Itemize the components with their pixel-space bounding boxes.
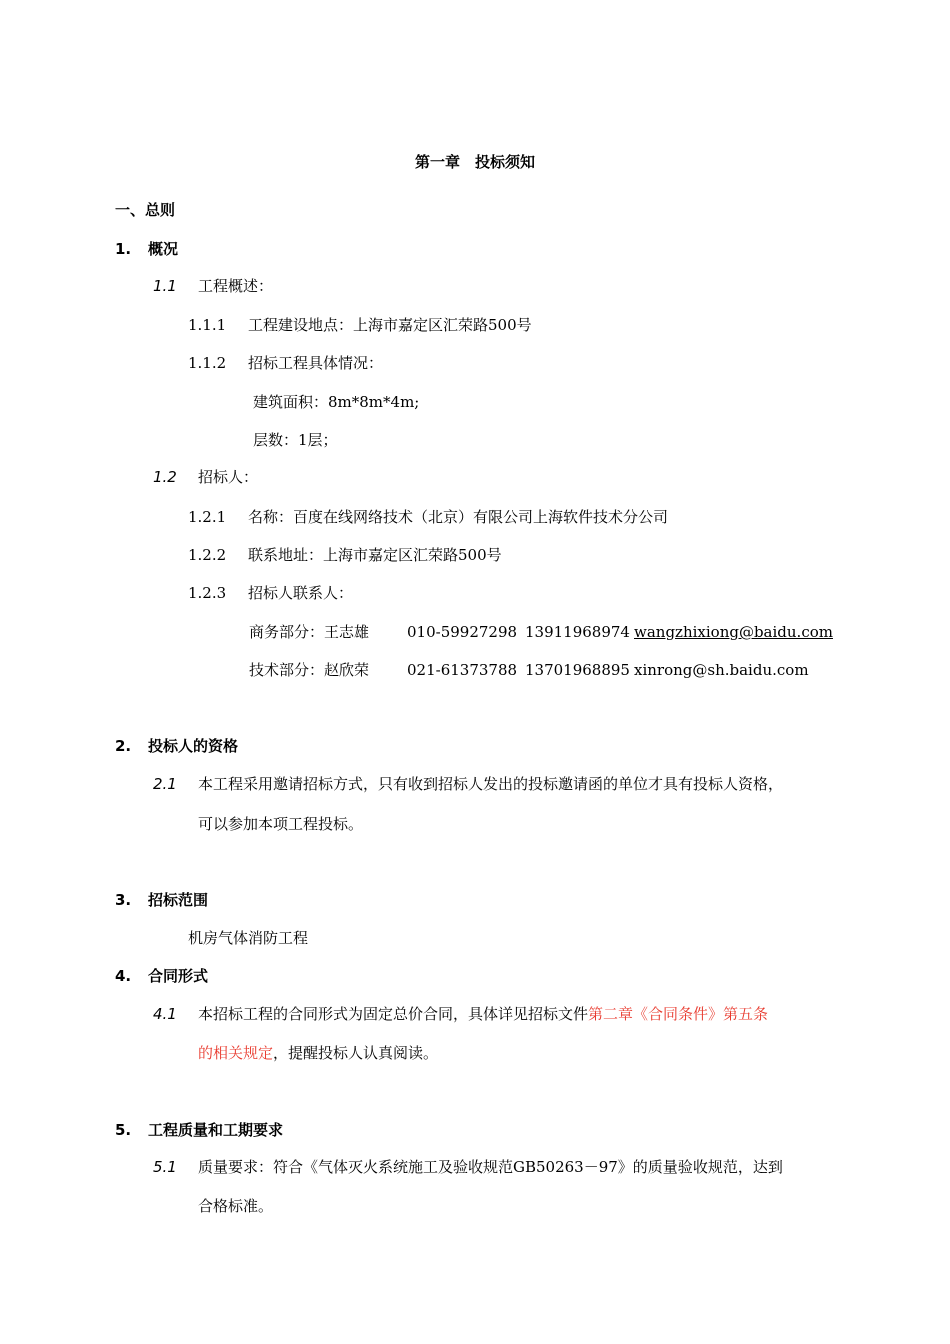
s5-number: 5.	[115, 1121, 132, 1139]
contact-tech-mobile: 13701968895	[525, 661, 630, 679]
s1-2-2-number: 1.2.2	[188, 546, 227, 564]
s5-title: 工程质量和工期要求	[148, 1121, 284, 1139]
contact-business-mobile: 13911968974	[525, 623, 630, 641]
s2-1-number: 2.1	[153, 775, 177, 793]
s4-1-line2-text: ，提醒投标人认真阅读。	[273, 1044, 439, 1062]
s1-1-2-text: 招标工程具体情况：	[248, 354, 384, 372]
s1-2-1-number: 1.2.1	[188, 508, 227, 526]
s1-2-2-text: 联系地址：上海市嘉定区汇荣路500号	[248, 546, 502, 564]
contact-tech-phone: 021-61373788	[407, 661, 518, 679]
s1-1-1-text: 工程建设地点：上海市嘉定区汇荣路500号	[248, 316, 532, 334]
page-title: 第一章 投标须知	[414, 153, 535, 171]
s4-1-line1	[198, 1004, 768, 1024]
s3-number: 3.	[115, 891, 132, 909]
contact-business-phone: 010-59927298	[407, 623, 518, 641]
floor-count: 层数：1层；	[253, 431, 338, 449]
s5-1-line1: 质量要求：符合《气体灭火系统施工及验收规范GB50263－97》的质量验收规范，达到	[198, 1158, 783, 1176]
s5-1-line2: 合格标准。	[198, 1197, 274, 1215]
s1-1-text: 工程概述：	[198, 277, 274, 295]
s2-1-line2: 可以参加本项工程投标。	[198, 815, 364, 833]
s1-2-1-text: 名称：百度在线网络技术（北京）有限公司上海软件技术分公司	[248, 508, 669, 526]
s4-1-line2	[198, 1043, 438, 1063]
s1-title: 概况	[148, 240, 179, 258]
s2-number: 2.	[115, 737, 132, 755]
s4-1-contract-reference: 第二章《合同条件》第五条	[588, 1005, 769, 1023]
s2-1-line1: 本工程采用邀请招标方式，只有收到招标人发出的投标邀请函的单位才具有投标人资格，	[198, 775, 784, 793]
s1-2-3-text: 招标人联系人：	[248, 584, 354, 602]
s3-text: 机房气体消防工程	[188, 929, 309, 947]
s3-title: 招标范围	[148, 891, 209, 909]
s4-number: 4.	[115, 967, 132, 985]
s1-1-2-number: 1.1.2	[188, 354, 227, 372]
contact-tech-email: xinrong@sh.baidu.com	[634, 661, 809, 679]
contact-business-email-link[interactable]: wangzhixiong@baidu.com	[634, 623, 833, 641]
s4-1-related-rules: 的相关规定	[198, 1044, 274, 1062]
contact-tech-label: 技术部分：赵欣荣	[249, 661, 370, 679]
s1-2-number: 1.2	[153, 468, 177, 486]
s4-1-number: 4.1	[153, 1005, 177, 1023]
s1-2-text: 招标人：	[198, 468, 259, 486]
contact-business-label: 商务部分：王志雄	[249, 623, 370, 641]
s4-1-line1-text: 本招标工程的合同形式为固定总价合同，具体详见招标文件	[198, 1005, 589, 1023]
s1-2-3-number: 1.2.3	[188, 584, 227, 602]
s4-title: 合同形式	[148, 967, 209, 985]
s2-title: 投标人的资格	[148, 737, 239, 755]
s1-1-number: 1.1	[153, 277, 177, 295]
s1-1-1-number: 1.1.1	[188, 316, 227, 334]
s1-number: 1.	[115, 240, 132, 258]
s5-1-number: 5.1	[153, 1158, 177, 1176]
building-area: 建筑面积：8m*8m*4m;	[253, 393, 420, 411]
section-general-heading: 一、总则	[115, 201, 176, 219]
